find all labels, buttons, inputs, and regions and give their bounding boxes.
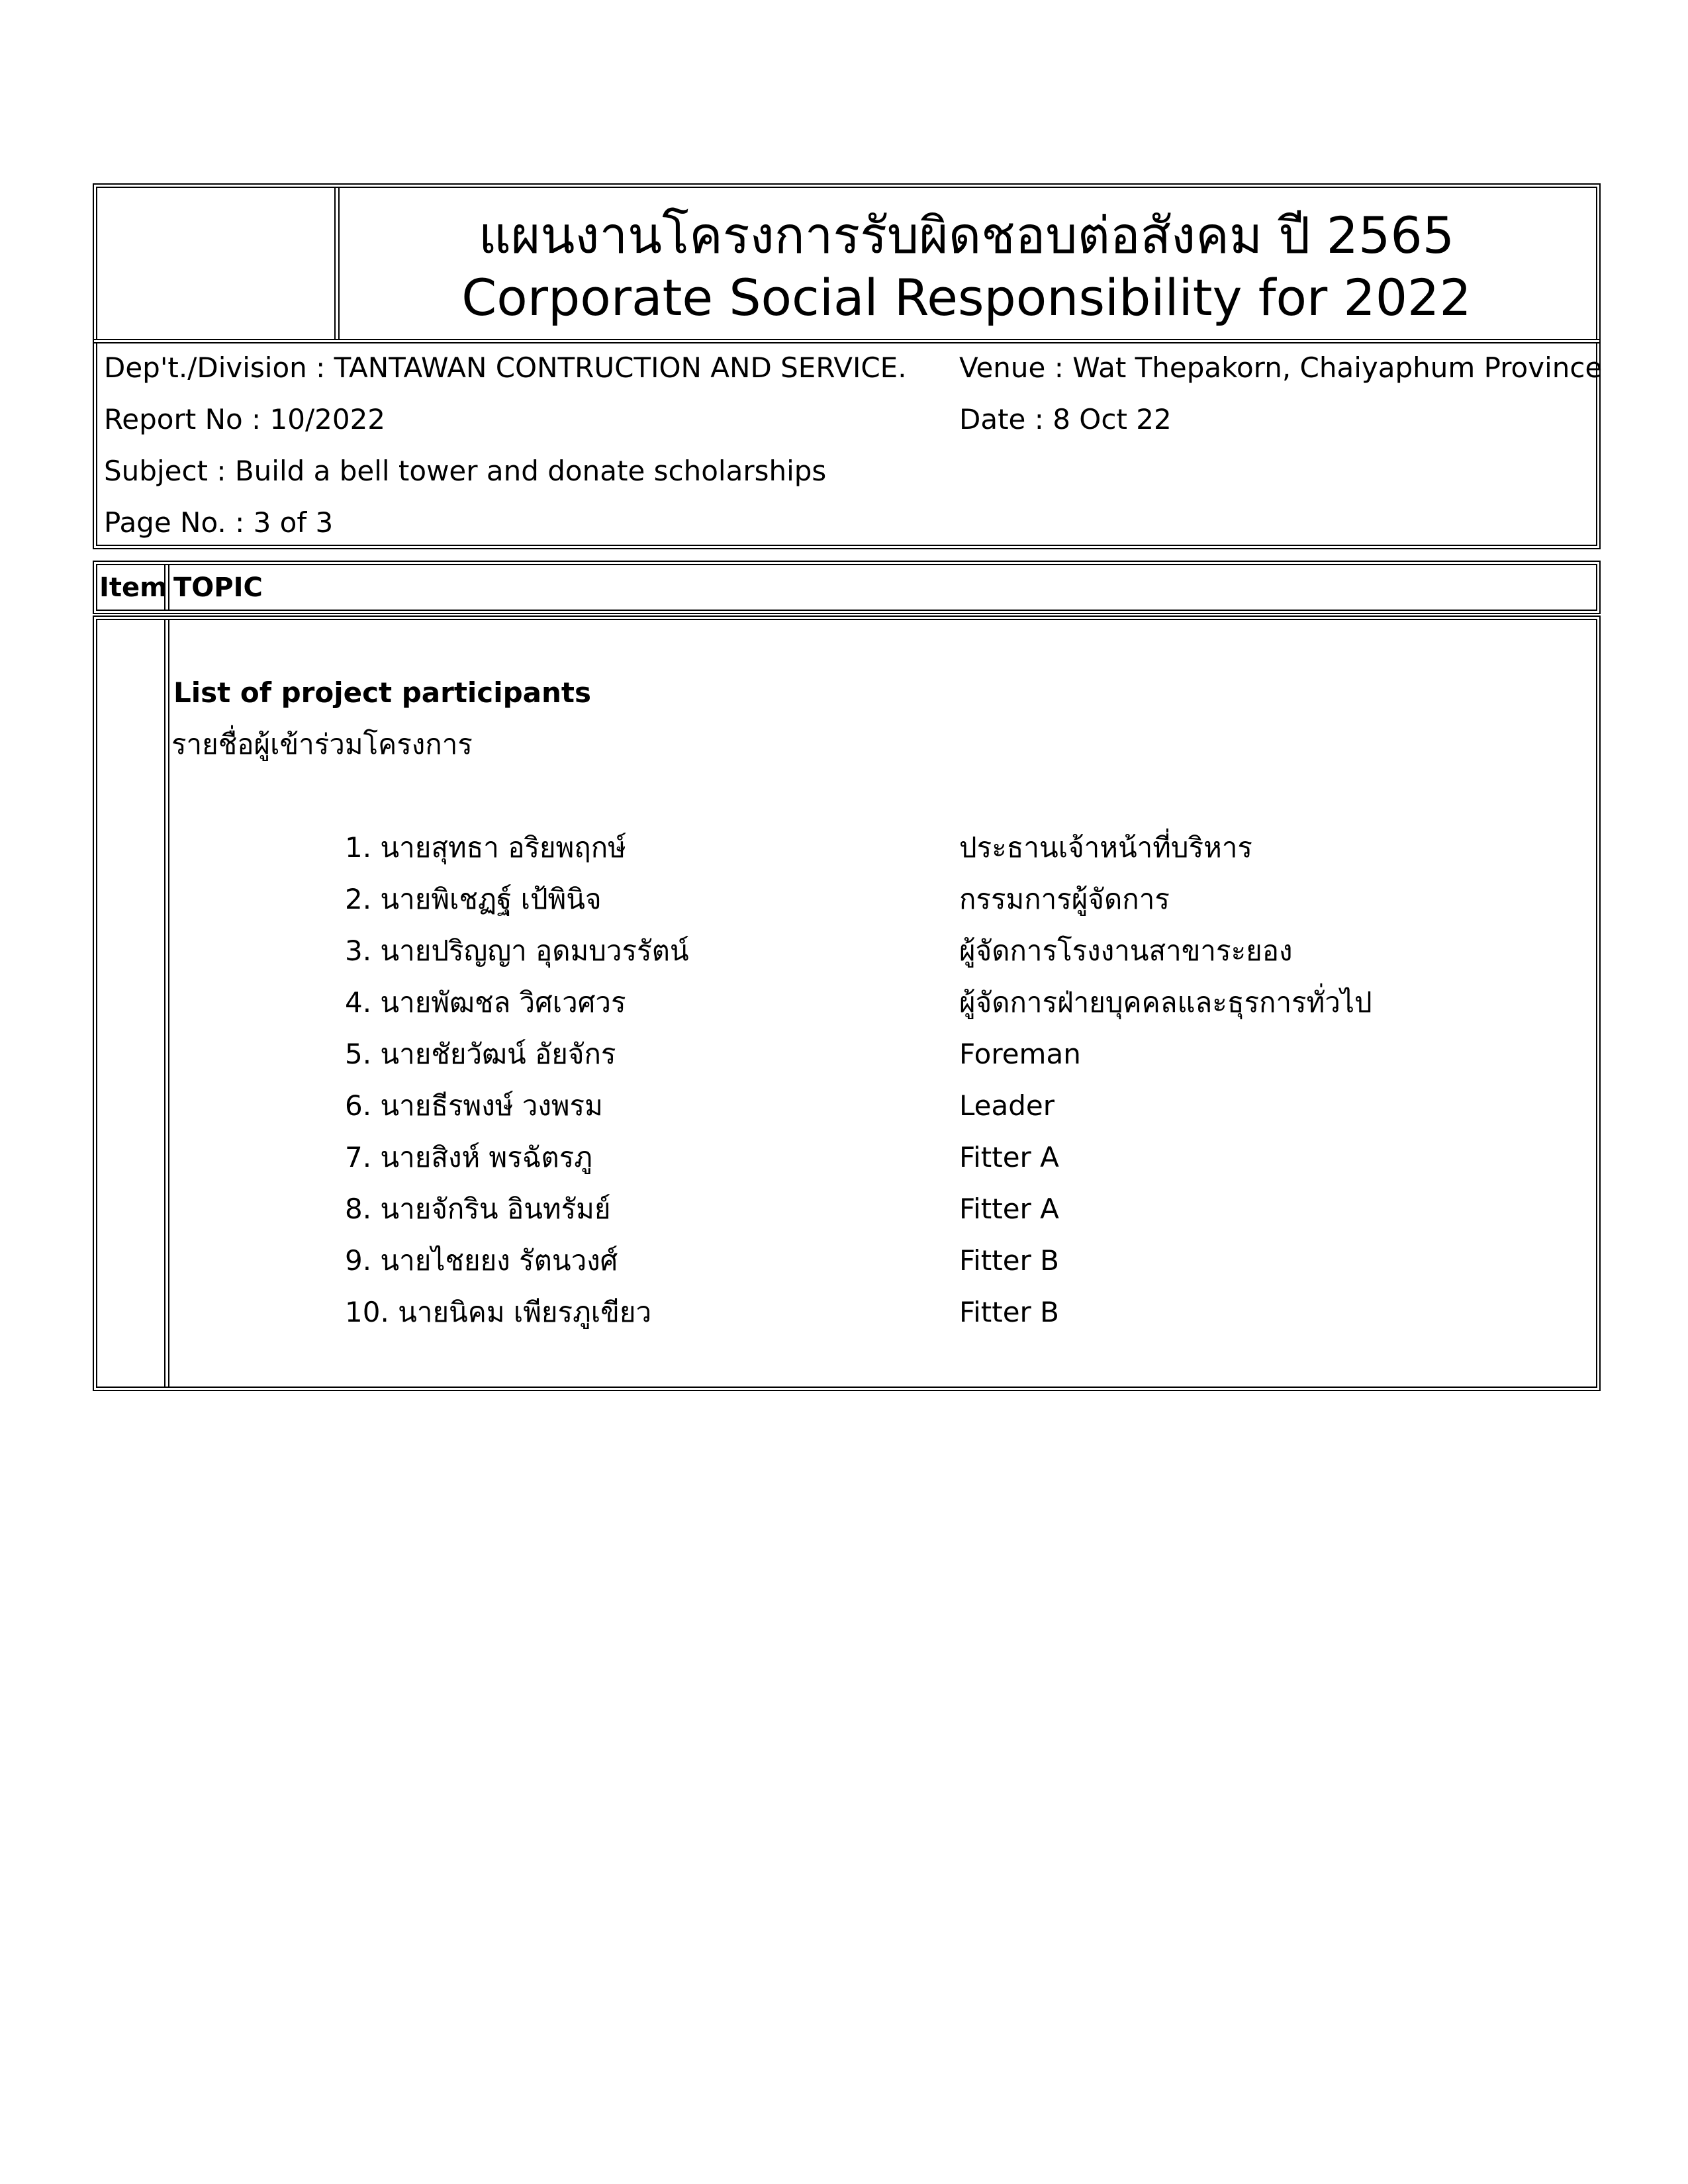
- column-header-topic: TOPIC: [173, 572, 263, 603]
- header-logo-cell: [99, 190, 332, 337]
- participant-role: กรรมการผู้จัดการ: [959, 883, 1170, 915]
- page-number-field: Page No. : 3 of 3: [104, 506, 334, 539]
- subject-field: Subject : Build a bell tower and donate scholarships: [104, 455, 827, 487]
- participant-role: Leader: [959, 1089, 1055, 1122]
- participant-name: 10. นายนิคม เพียรภูเขียว: [345, 1296, 652, 1328]
- participant-name: 9. นายไชยยง รัตนวงศ์: [345, 1244, 618, 1277]
- participant-role: Fitter B: [959, 1244, 1059, 1277]
- participant-role: Fitter A: [959, 1141, 1059, 1173]
- participant-role: Foreman: [959, 1038, 1081, 1070]
- report-number-field: Report No : 10/2022: [104, 403, 386, 435]
- table-header-frame: [96, 564, 1597, 611]
- participant-name: 6. นายธีรพงษ์ วงพรม: [345, 1089, 603, 1122]
- participant-name: 7. นายสิงห์ พรฉัตรภู: [345, 1141, 592, 1173]
- participant-role: ผู้จัดการโรงงานสาขาระยอง: [959, 934, 1293, 967]
- participant-role: ผู้จัดการฝ่ายบุคคลและธุรการทั่วไป: [959, 986, 1372, 1019]
- participants-heading-english: List of project participants: [173, 676, 591, 709]
- title-thai: แผนงานโครงการรับผิดชอบต่อสังคม ปี 2565: [478, 206, 1455, 265]
- column-header-item: Item: [99, 572, 167, 603]
- date-field: Date : 8 Oct 22: [959, 403, 1172, 435]
- participant-name: 5. นายชัยวัฒน์ อัยจักร: [345, 1038, 616, 1070]
- header-logo-divider: [334, 188, 340, 339]
- participant-name: 2. นายพิเชฏฐ์ เป้พินิจ: [345, 883, 602, 915]
- participant-name: 4. นายพัฒชล วิศเวศวร: [345, 986, 626, 1019]
- title-english: Corporate Social Responsibility for 2022: [461, 268, 1472, 327]
- participant-role: Fitter A: [959, 1193, 1059, 1225]
- division-field: Dep't./Division : TANTAWAN CONTRUCTION AND SERVICE.: [104, 351, 907, 384]
- participants-heading-thai: รายชื่อผู้เข้าร่วมโครงการ: [171, 728, 473, 760]
- participant-name: 3. นายปริญญา อุดมบวรรัตน์: [345, 934, 689, 967]
- participant-role: Fitter B: [959, 1296, 1059, 1328]
- participant-name: 8. นายจักริน อินทรัมย์: [345, 1193, 611, 1225]
- table-body-divider: [164, 620, 169, 1387]
- venue-field: Venue : Wat Thepakorn, Chaiyaphum Province: [959, 351, 1603, 384]
- participant-role: ประธานเจ้าหน้าที่บริหาร: [959, 831, 1252, 864]
- participant-name: 1. นายสุทธา อริยพฤกษ์: [345, 831, 626, 864]
